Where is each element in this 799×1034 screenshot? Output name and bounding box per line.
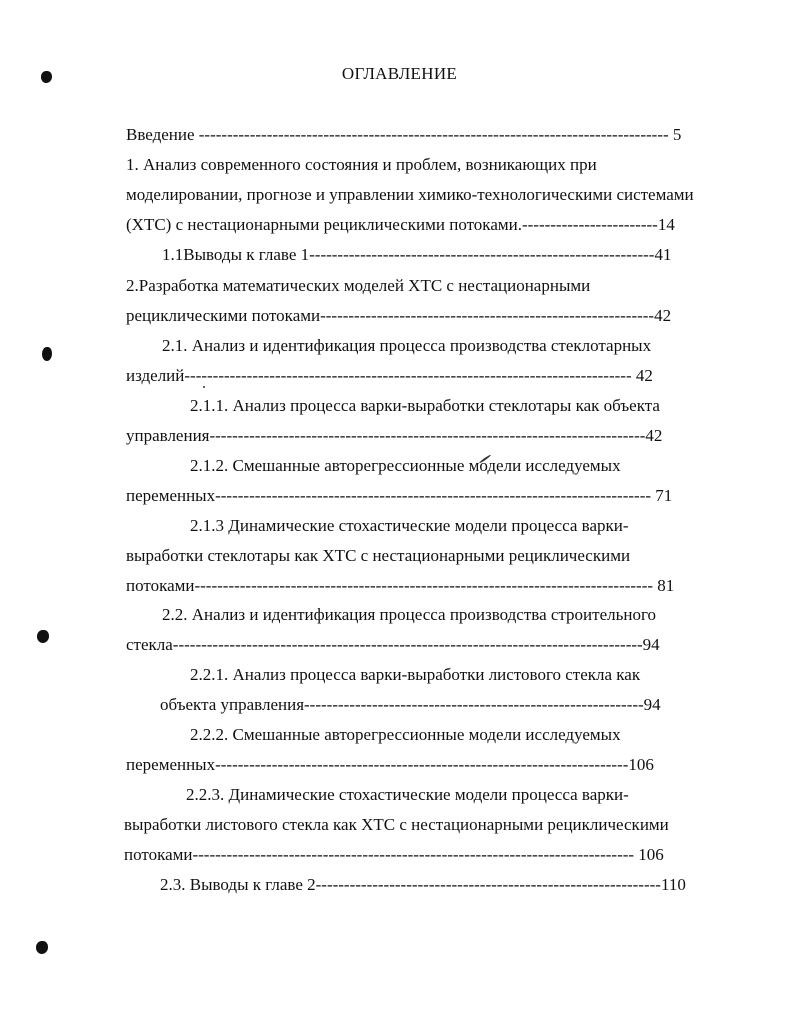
toc-line-ch2-2-a: 2.2. Анализ и идентификация процесса производства строительного <box>162 605 657 624</box>
toc-line-ch2-1-3-a: 2.1.3 Динамические стохастические модели процесса варки- <box>190 516 629 535</box>
punch-hole-mark <box>36 941 48 954</box>
toc-line-ch2-2-1-b: объекта управления------------------------------------------------------------94 <box>160 695 661 714</box>
toc-line-ch2-1-2-a: 2.1.2. Смешанные авторегрессионные модели исследуемых <box>190 456 621 475</box>
toc-line-ch1-2: моделировании, прогнозе и управлении химико-технологическими системами <box>126 185 694 204</box>
toc-line-ch2-2-2-a: 2.2.2. Смешанные авторегрессионные модели исследуемых <box>190 725 621 744</box>
toc-line-ch2-1-1-a: 2.1.1. Анализ процесса варки-выработки стеклотары как объекта <box>190 396 660 415</box>
toc-line-ch2-1: 2.Разработка математических моделей ХТС с нестационарными <box>126 276 591 295</box>
toc-line-ch2-1-2-b: переменных----------------------------------------------------------------------------- 71 <box>126 486 673 505</box>
punch-hole-mark <box>42 347 52 361</box>
toc-line-ch1-3: (ХТС) с нестационарными рециклическими потоками.------------------------14 <box>126 215 675 234</box>
toc-line-intro: Введение ----------------------------------------------------------------------------------- 5 <box>126 125 682 144</box>
toc-line-ch2-2-3-a: 2.2.3. Динамические стохастические модели процесса варки- <box>186 785 629 804</box>
toc-line-ch2-1-1-b: управления-----------------------------------------------------------------------------42 <box>126 426 663 445</box>
page-title: ОГЛАВЛЕНИЕ <box>341 64 458 83</box>
punch-hole-mark <box>37 630 49 643</box>
toc-line-ch2-1-3-b: выработки стеклотары как ХТС с нестационарными рециклическими <box>126 546 631 565</box>
toc-line-ch2-2-3-c: потоками------------------------------------------------------------------------------ 106 <box>124 845 664 864</box>
toc-line-ch1-1: 1. Анализ современного состояния и проблем, возникающих при <box>126 155 597 174</box>
toc-line-ch2-3: 2.3. Выводы к главе 2-------------------------------------------------------------110 <box>160 875 686 894</box>
toc-line-ch2-2: рециклическими потоками-----------------------------------------------------------42 <box>126 306 672 325</box>
toc-line-ch1-1-summary: 1.1Выводы к главе 1-------------------------------------------------------------41 <box>162 245 672 264</box>
toc-line-ch2-2-3-b: выработки листового стекла как ХТС с нестационарными рециклическими <box>124 815 669 834</box>
toc-line-ch2-2-b: стекла-----------------------------------------------------------------------------------94 <box>126 635 660 654</box>
toc-line-ch2-1-b: изделий------------------------------------------------------------------------------- 42 <box>126 366 653 385</box>
toc-line-ch2-1-3-c: потоками--------------------------------------------------------------------------------- 81 <box>126 576 675 595</box>
toc-line-ch2-2-2-b: переменных-------------------------------------------------------------------------106 <box>126 755 654 774</box>
toc-line-ch2-2-1-a: 2.2.1. Анализ процесса варки-выработки листового стекла как <box>190 665 641 684</box>
toc-line-ch2-1-a: 2.1. Анализ и идентификация процесса производства стеклотарных <box>162 336 652 355</box>
